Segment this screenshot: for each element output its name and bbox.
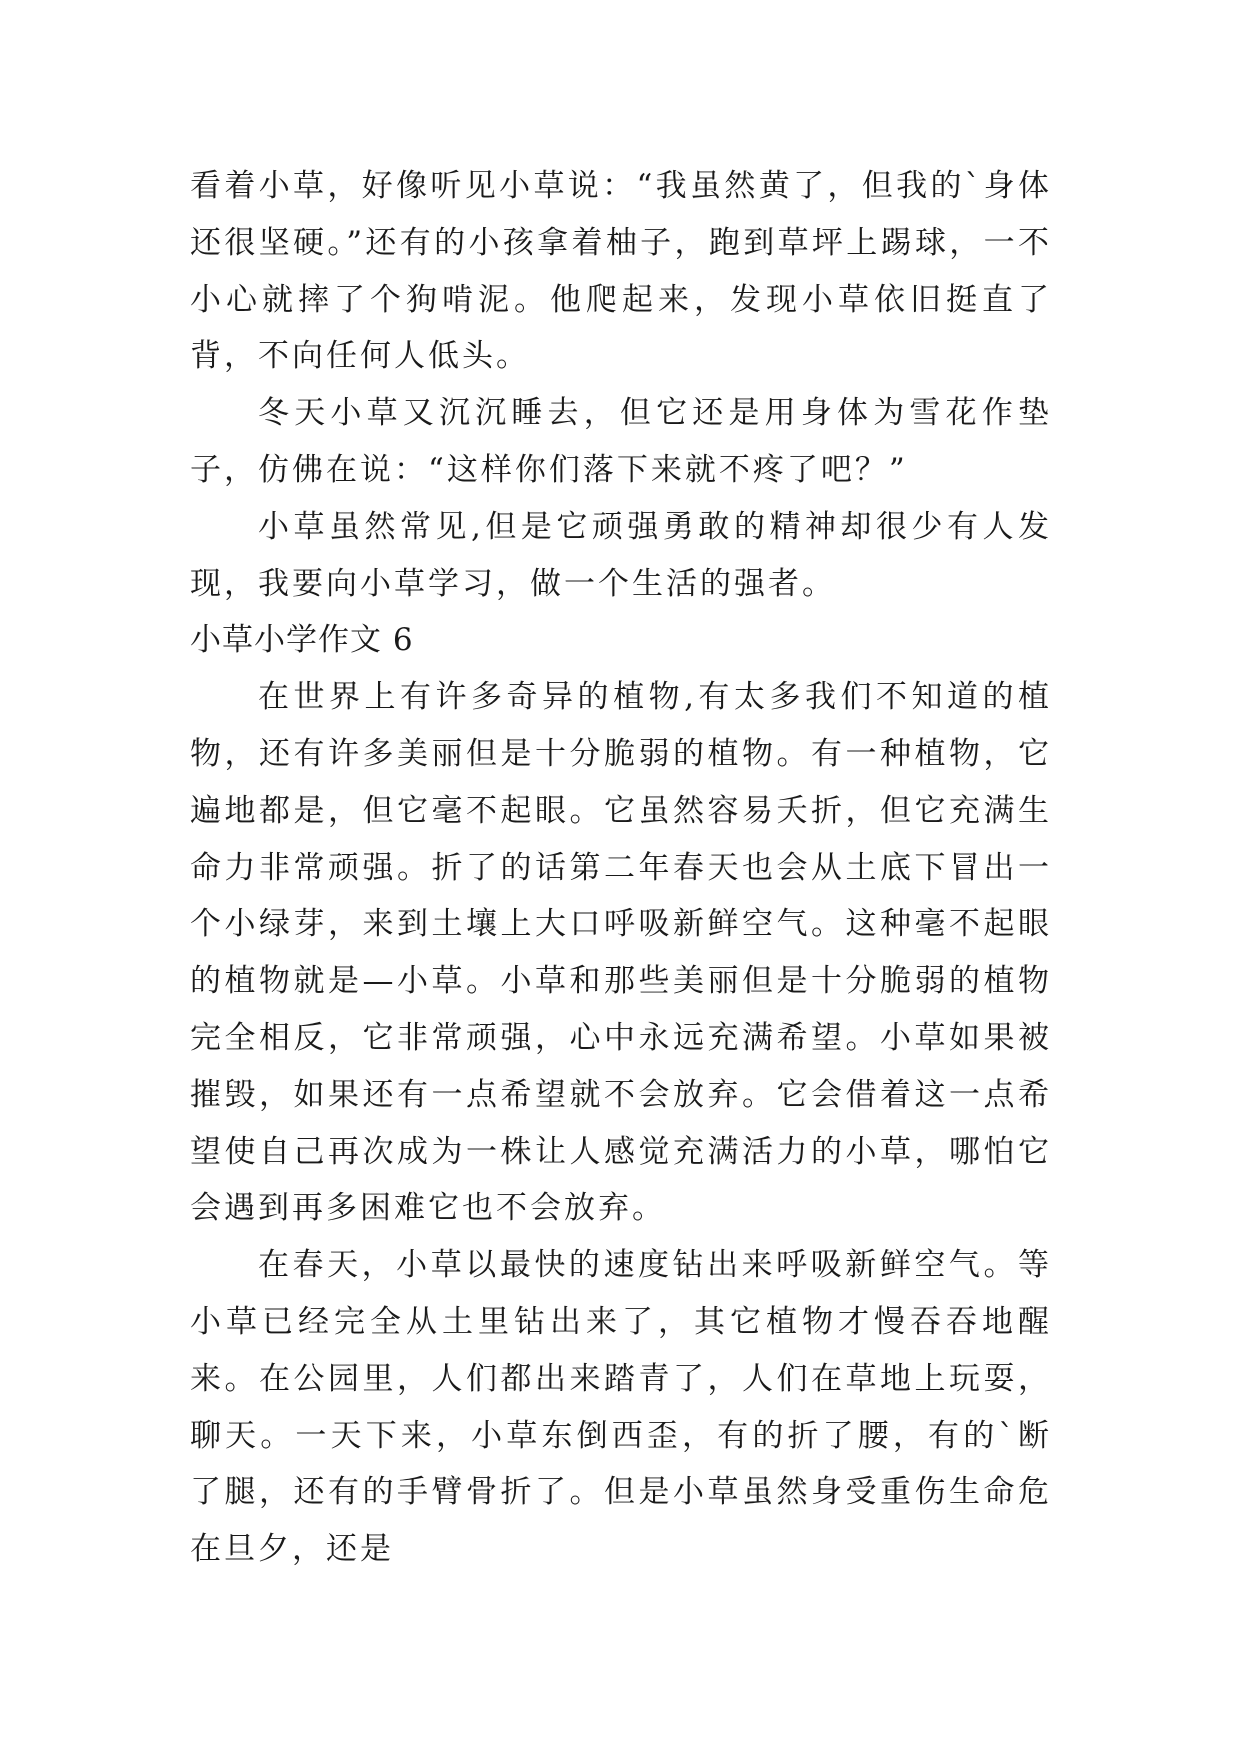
paragraph: 小草虽然常见,但是它顽强勇敢的精神却很少有人发现，我要向小草学习，做一个生活的强者。 [190,508,1052,602]
paragraph: 冬天小草又沉沉睡去，但它还是用身体为雪花作垫子，仿佛在说：“这样你们落下来就不疼了吧？” [190,395,1052,488]
paragraph: 看着小草，好像听见小草说：“我虽然黄了，但我的`身体还很坚硬。”还有的小孩拿着柚子，跑到草坪上踢球，一不小心就摔了个狗啃泥。他爬起来，发现小草依旧挺直了背，不向任何人低头。 [190,168,1052,375]
section-title: 小草小学作文 6 [190,622,414,659]
paragraph: 在世界上有许多奇异的植物,有太多我们不知道的植物，还有许多美丽但是十分脆弱的植物。有一种植物，它遍地都是，但它毫不起眼。它虽然容易夭折，但它充满生命力非常顽强。折了的话第二年春天也会从土底下冒出一个小绿芽，来到土壤上大口呼吸新鲜空气。这种毫不起眼的植物就是—小草。小草和那些美丽但是十分脆弱的植物完全相反，它非常顽强，心中永远充满希望。小草如果被摧毁，如果还有一点希望就不会放弃。它会借着这一点希望使自己再次成为一株让人感觉充满活力的小草，哪怕它会遇到再多困难它也不会放弃。 [190,679,1052,1227]
paragraph: 在春天，小草以最快的速度钻出来呼吸新鲜空气。等小草已经完全从土里钻出来了，其它植物才慢吞吞地醒来。在公园里，人们都出来踏青了，人们在草地上玩耍，聊天。一天下来，小草东倒西歪，有的折了腰，有的`断了腿，还有的手臂骨折了。但是小草虽然身受重伤生命危在旦夕，还是 [190,1247,1052,1568]
document-body [190,158,1052,1578]
